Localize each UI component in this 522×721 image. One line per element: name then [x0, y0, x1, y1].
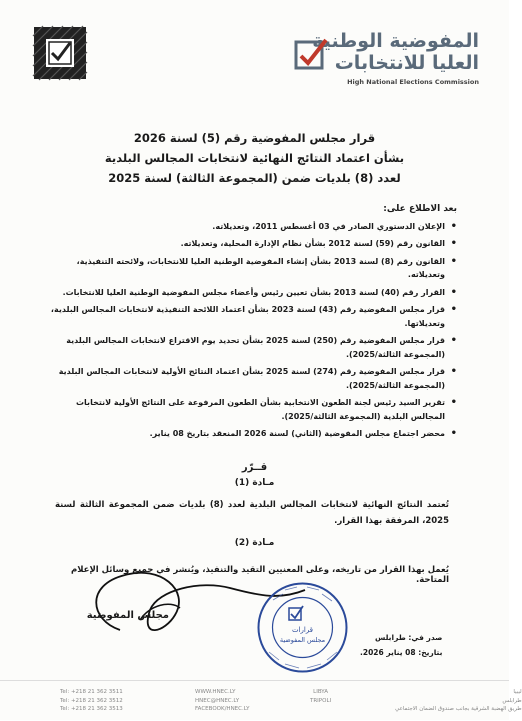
logo-checkbox-icon [293, 36, 329, 72]
page-footer [0, 680, 522, 721]
stamp-center-line1: قرارات [291, 626, 314, 634]
preamble [42, 203, 457, 445]
hnec-logo [289, 30, 479, 92]
footer-phone-1: Tel: +218 21 362 3511 [60, 689, 123, 695]
list-item: • قرار مجلس المفوضية رقم (274) لسنة 2025 بشأن اعتماد النتائج الأولية لانتخابات المجالس البلدية (المجموعة الثالثة/2025). [42, 365, 457, 392]
list-item: • محضر اجتماع مجلس المفوضية (الثاني) لسنة 2026 المنعقد بتاريخ 08 يناير. [42, 427, 457, 441]
footer-phone-3: Tel: +218 21 362 3513 [60, 706, 123, 712]
list-item: • القرار رقم (40) لسنة 2013 بشأن تعيين رئيس وأعضاء مجلس المفوضية الوطنية العليا للانتخابات. [42, 286, 457, 300]
article-2-text: يُعمل بهذا القرار من تاريخه، وعلى المعنيين التقيد والتنفيذ، ويُنشر في جميع وسائل الإعلام المتاحة. [70, 565, 449, 585]
issue-place: صدر في: طرابلس [375, 633, 443, 642]
list-item: • القانون رقم (59) لسنة 2012 بشأن نظام الإدارة المحلية، وتعديلاته. [42, 237, 457, 251]
after-review-heading: بعد الاطلاع على: [383, 204, 457, 214]
decision-title [60, 128, 449, 188]
logo-title-line2: العليا للانتخابات [334, 52, 479, 74]
official-stamp [255, 580, 350, 675]
logo-title-line1: المفوضية الوطنية [312, 30, 479, 52]
footer-website: WWW.HNEC.LY [195, 689, 236, 695]
footer-email: HNEC@HNEC.LY [195, 697, 240, 704]
article-1-title: مـادة (1) [234, 478, 275, 488]
footer-phone-2: Tel: +218 21 362 3512 [60, 697, 123, 704]
logo-english-name: High National Elections Commission [347, 78, 479, 86]
list-item: • القانون رقم (8) لسنة 2013 بشأن إنشاء المفوضية الوطنية العليا للانتخابات، ولائحته التنفيذية، وتعديلاته. [42, 255, 457, 282]
footer-street-address: طريق الهضبة الشرقية بجانب صندوق الضمان الاجتماعي [395, 706, 522, 712]
list-item: • قرار مجلس المفوضية رقم (250) لسنة 2025 بشأن تحديد يوم الاقتراع لانتخابات المجالس البلدية (المجموعة الثالثة/2025). [42, 334, 457, 361]
title-line-1: قرار مجلس المفوضية رقم (5) لسنة 2026 [133, 131, 376, 145]
title-line-2: بشأن اعتماد النتائج النهائية لانتخابات المجالس البلدية [104, 151, 405, 165]
footer-phones [60, 688, 123, 714]
footer-address [395, 688, 522, 714]
stamp-center-line2: مجلس المفوضية [279, 636, 326, 644]
list-item: • قرار مجلس المفوضية رقم (43) لسنة 2023 بشأن اعتماد اللائحة التنفيذية لانتخابات المجالس البلدية، وتعديلاتها. [42, 303, 457, 330]
ballot-check-icon [33, 26, 87, 80]
decision-heading: قــرّر [241, 462, 268, 473]
list-item: • الإعلان الدستوري الصادر في 03 أغسطس 2011، وتعديلاته. [42, 220, 457, 234]
footer-country-ar: ليبيا [513, 689, 522, 695]
article-2-title: مـادة (2) [234, 538, 275, 548]
footer-facebook: FACEBOOK/HNEC.LY [195, 706, 250, 712]
issue-date: بتاريخ: 08 يناير 2026. [360, 648, 443, 657]
article-1-text: تُعتمد النتائج النهائية لانتخابات المجالس البلدية لعدد (8) بلديات ضمن المجموعة الثالثة لسنة 2025، المرفقة بهذا القرار. [55, 500, 449, 526]
footer-web [195, 688, 249, 714]
footer-city-en [310, 688, 331, 705]
footer-city-ar: طرابلس [502, 697, 522, 704]
list-item: • تقرير السيد رئيس لجنة الطعون الانتخابية بشأن الطعون المرفوعة على النتائج الأولية لانتخابات المجالس البلدية (المجموعة الثالثة/2025). [42, 396, 457, 423]
issue-details [360, 630, 442, 660]
footer-country-en: LIBYA [313, 689, 328, 695]
footer-city-name-en: TRIPOLI [310, 697, 332, 704]
title-line-3: لعدد (8) بلديات ضمن (المجموعة الثالثة) لسنة 2025 [108, 171, 401, 185]
council-signature-label: مجلس المفوضية [86, 610, 169, 621]
